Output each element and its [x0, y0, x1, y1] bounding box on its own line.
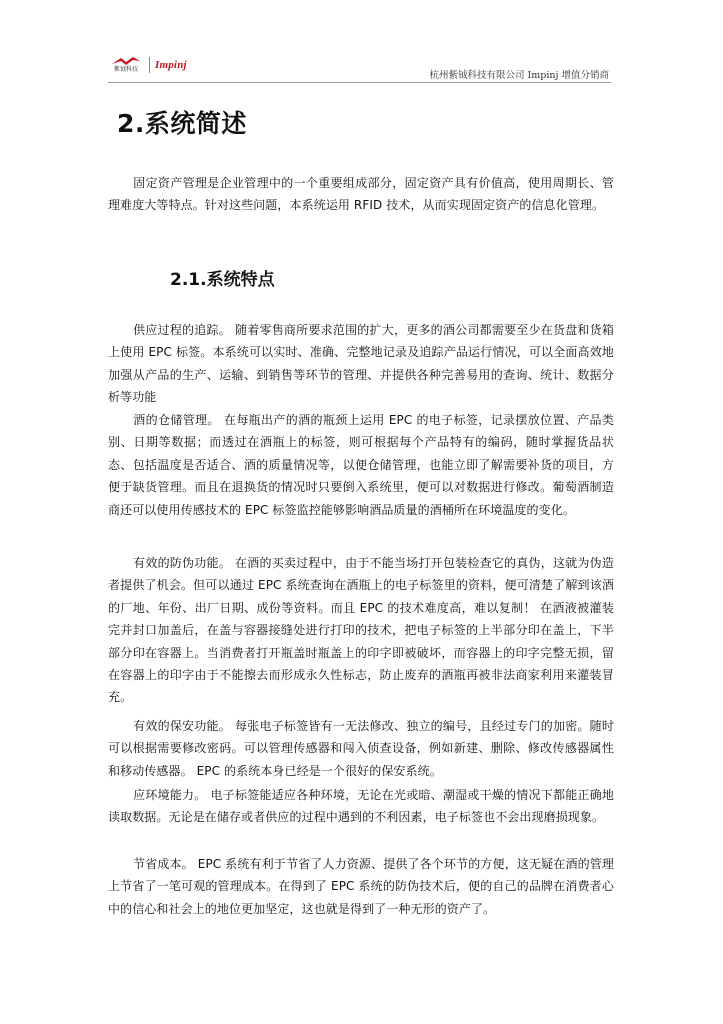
paragraph-text: 有效的防伪功能。 在酒的买卖过程中，由于不能当场打开包装检查它的真伪，这就为伪造者提供了机会。但可以通过 EPC 系统查询在酒瓶上的电子标签里的资料，便可清楚了解到该酒的厂地、年份、出厂日期、成份等资料。而且 EPC 的技术难度高，难以复制！ 在酒液被灌装完并封口加盖后，在盖与容器接缝处进行打印的技术，把电子标签的上半部分印在盖上，下半部分印在容器上。当消费者打开瓶盖时瓶盖上的印字即被破坏，而容器上的印字完整无损，留在容器上的印字由于不能擦去而形成永久性标志，防止废弃的酒瓶再被非法商家利用来灌装冒充。: [108, 556, 614, 705]
logo-divider: [149, 57, 150, 73]
page-header: [108, 52, 611, 83]
intro-paragraph: [108, 172, 614, 217]
logo: [108, 56, 187, 73]
impinj-logo-text: Impinj: [155, 58, 187, 71]
paragraph-text: 供应过程的追踪。 随着零售商所要求范围的扩大，更多的酒公司都需要至少在货盘和货箱上使用 EPC 标签。本系统可以实时、准确、完整地记录及追踪产品运行情况，可以全面高效地加强从产品的生产、运输、到销售等环节的管理、并提供各种完善易用的查询、统计、数据分析等功能: [108, 323, 614, 405]
ziyue-logo: [108, 56, 144, 73]
intro-text: 固定资产管理是企业管理中的一个重要组成部分，固定资产具有价值高，使用周期长、管理难度大等特点。针对这些问题，本系统运用 RFID 技术，从而实现固定资产的信息化管理。: [108, 176, 614, 213]
page-title: 2.系统简述: [117, 109, 247, 138]
logo-cn-text: 紫钺科技: [113, 66, 138, 73]
header-company-text: 杭州紫钺科技有限公司 Impinj 增值分销商: [429, 70, 609, 81]
paragraph-text: 有效的保安功能。 每张电子标签皆有一无法修改、独立的编号，且经过专门的加密。随时可以根据需要修改密码。可以管理传感器和闯入侦查设备，例如新建、删除、修改传感器属性和移动传感器。 EPC 的系统本身已经是一个很好的保安系统。: [108, 719, 614, 778]
paragraph-text: 节省成本。 EPC 系统有利于节省了人力资源、提供了各个环节的方便，这无疑在酒的管理上节省了一笔可观的管理成本。在得到了 EPC 系统的防伪技术后，便的自己的品牌在消费者心中的信心和社会上的地位更加坚定，这也就是得到了一种无形的资产了。: [108, 857, 614, 916]
paragraph-cost: [108, 853, 614, 920]
section-title: 2.1.系统特点: [170, 270, 275, 290]
paragraph-warehouse: [108, 409, 614, 521]
ziyue-logo-icon: [111, 56, 141, 66]
paragraph-environment: [108, 784, 614, 829]
paragraph-supply-tracking: [108, 319, 614, 409]
paragraph-anticounterfeit: [108, 552, 614, 709]
paragraph-text: 应环境能力。 电子标签能适应各种环境，无论在光或暗、潮湿或干燥的情况下都能正确地读取数据。无论是在储存或者供应的过程中遇到的不利因素，电子标签也不会出现磨损现象。: [108, 788, 614, 825]
paragraph-security: [108, 715, 614, 782]
paragraph-text: 酒的仓储管理。 在每瓶出产的酒的瓶颈上运用 EPC 的电子标签，记录摆放位置、产品类别、日期等数据；而透过在酒瓶上的标签，则可根据每个产品特有的编码，随时掌握货品状态、包括温度是否适合、酒的质量情况等，以便仓储管理，也能立即了解需要补货的项目，方便于缺货管理。而且在退换货的情况时只要倒入系统里，便可以对数据进行修改。葡萄酒制造商还可以使用传感技术的 EPC 标签监控能够影响酒品质量的酒桶所在环境温度的变化。: [108, 413, 614, 517]
